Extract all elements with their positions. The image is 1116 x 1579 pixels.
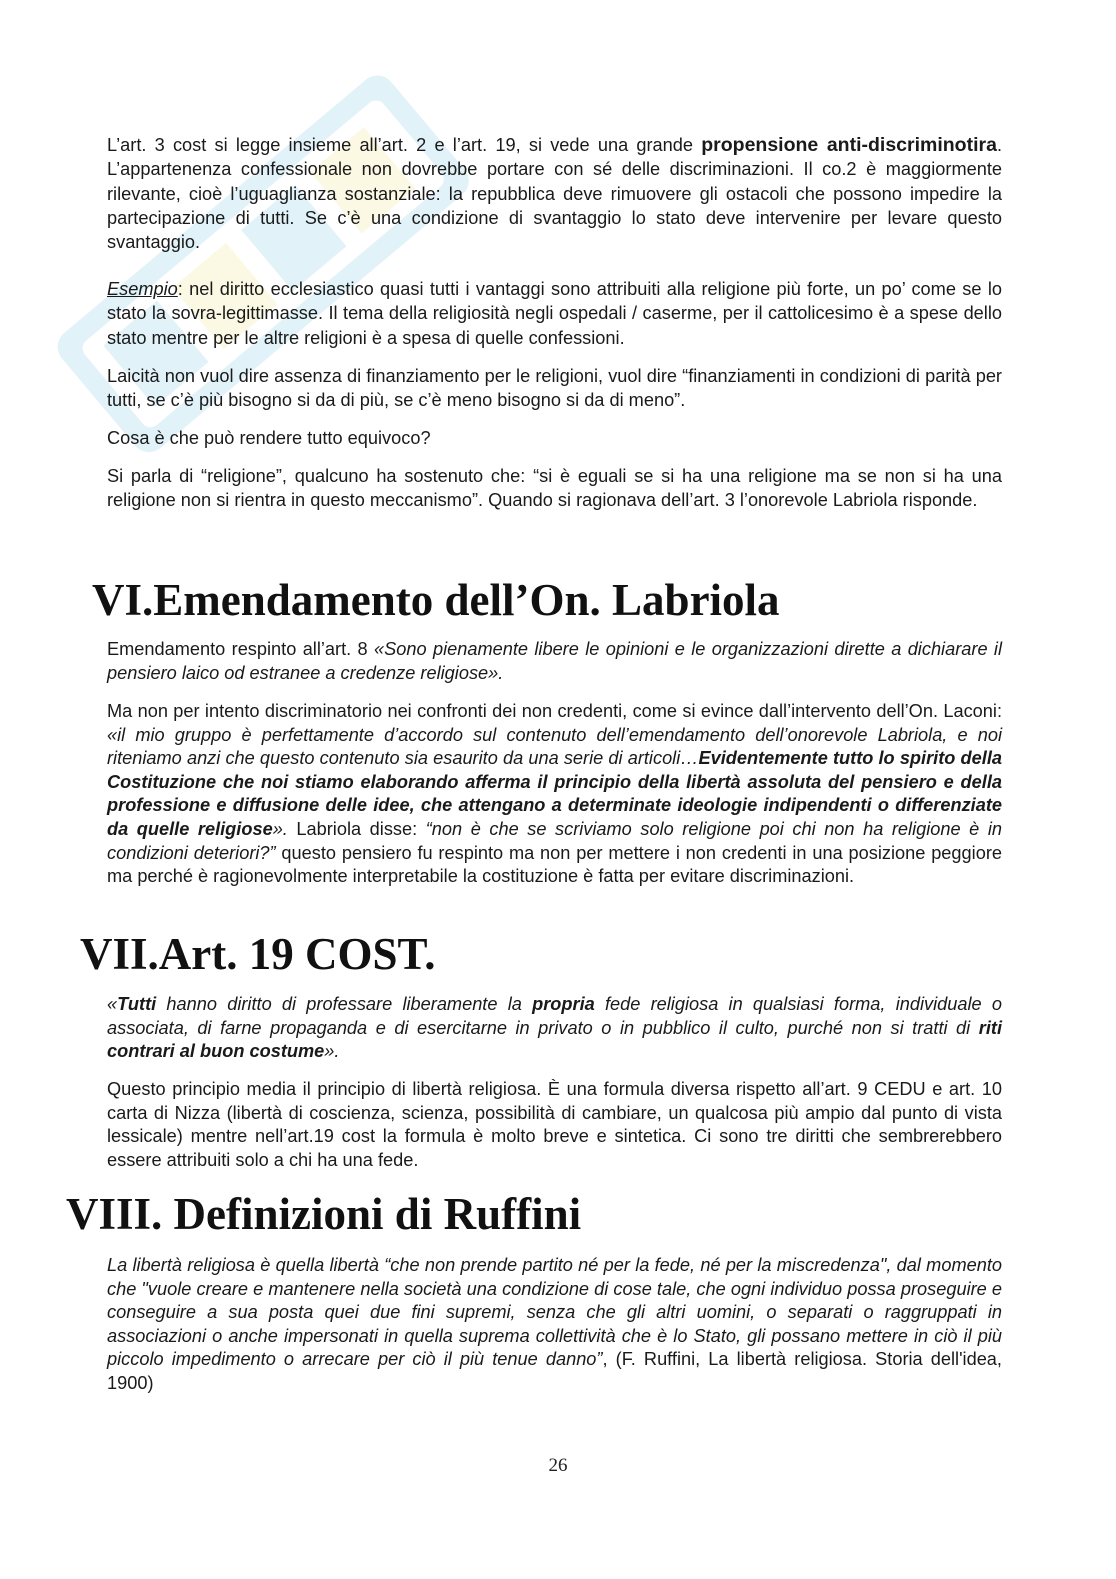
paragraph-emendamento (107, 638, 1002, 685)
section-heading-vi (92, 574, 780, 626)
bold-phrase: propensione anti-discriminotira (701, 134, 997, 156)
section-number: VII. (80, 929, 159, 979)
example-label: Esempio (107, 279, 178, 299)
paragraph-art3 (107, 133, 1002, 254)
paragraph-laicita: Laicità non vuol dire assenza di finanziamento per le religioni, vuol dire “finanziamenti in condizioni di parità per tutti, se c’è più bisogno si da di più, se c’è meno bisogno si da di meno”. (107, 366, 1002, 411)
section-title: Emendamento dell’On. Labriola (153, 575, 780, 625)
paragraph-laconi (107, 700, 1002, 889)
paragraph-religione: Si parla di “religione”, qualcuno ha sostenuto che: “si è eguali se si ha una religione ma se non si ha una religione non si rientra in questo meccanismo”. Quando si ragionava dell’art. 3 l’onorevole Labriola risponde. (107, 466, 1002, 511)
bold-quote: propria (532, 994, 595, 1014)
bold-quote: riti contrari al buon costume (107, 1017, 1002, 1062)
section-number: VIII. (66, 1189, 163, 1239)
quote: « (107, 994, 118, 1014)
text: L’art. 3 cost si legge insieme all’art. 2 e l’art. 19, si vede una grande (107, 135, 694, 155)
quote: fede religiosa in qualsiasi forma, individuale o associata, di farne propaganda e di esercitarne in privato o in pubblico il culto, purché non si tratti di (107, 994, 1002, 1038)
paragraph-art19-quote (107, 993, 1002, 1064)
text: : nel diritto ecclesiastico quasi tutti i vantaggi sono attribuiti alla religione più forte, un po’ come se lo stato la sovra-legittimasse. Il tema della religiosità negli ospedali / caserme, per il cattolicesimo è a spese dello stato mentre per le altre religioni è a spesa di quelle confessioni. (107, 279, 1002, 348)
section-title: Art. 19 COST. (158, 929, 436, 979)
quote: «il mio gruppo è perfettamente d’accordo sul contenuto dell’emendamento dell’onorevole Labriola, e noi riteniamo anzi che questo contenuto sia esaurito da una serie di articoli… (107, 724, 1002, 769)
page-number: 26 (548, 1455, 568, 1476)
quote: ». (324, 1041, 340, 1062)
quote: ». (272, 818, 288, 839)
citation: , (F. Ruffini, La libertà religiosa. Storia dell'idea, 1900) (107, 1349, 1002, 1393)
quote: “non è che se scriviamo solo religione poi chi non ha religione è in condizioni deteriori?” (107, 818, 1002, 863)
text: Labriola disse: (287, 818, 426, 839)
paragraph-principio: Questo principio media il principio di libertà religiosa. È una formula diversa rispetto all’art. 9 CEDU e art. 10 carta di Nizza (libertà di coscienza, scienza, possibilità di cambiare, un qualcosa più ampio dal punto di vista lessicale) mentre nell’art.19 cost la formula è molto breve e sintetica. Ci sono tre diritti che sembrerebbero essere attribuiti solo a chi ha una fede. (107, 1079, 1002, 1170)
paragraph-question: Cosa è che può rendere tutto equivoco? (107, 428, 431, 448)
section-heading-viii (66, 1188, 581, 1240)
bold-quote: Evidentemente tutto lo spirito della Costituzione che noi stiamo elaborando afferma il principio della libertà assoluta del pensiero e della professione e diffusione delle idee, che attengano a determinate ideologie indipendenti o differenziate da quelle religiose (107, 748, 1002, 839)
paragraph-esempio (107, 277, 1002, 350)
section-title: Definizioni di Ruffini (162, 1189, 582, 1239)
section-heading-vii (80, 928, 435, 980)
text: Ma non per intento discriminatorio nei confronti dei non credenti, come si evince dall’intervento dell’On. Laconi: (107, 701, 1002, 721)
section-number: VI. (92, 575, 154, 625)
text: Emendamento respinto all’art. 8 (107, 639, 375, 659)
text: questo pensiero fu respinto ma non per mettere i non credenti in una posizione peggiore ma perché è ragionevolmente interpretabile la costituzione è fatta per evitare discriminazioni. (107, 842, 1002, 887)
text: . L’appartenenza confessionale non dovrebbe portare con sé delle discriminazioni. Il co.2 è maggiormente rilevante, cioè l’uguaglianza sostanziale: la repubblica deve rimuovere gli ostacoli che possono impedire la partecipazione di tutti. Se c’è una condizione di svantaggio lo stato deve intervenire per levare questo svantaggio. (107, 135, 1003, 253)
quote: hanno diritto di professare liberamente la (156, 994, 533, 1014)
quote: «Sono pienamente libere le opinioni e le organizzazioni dirette a dichiarare il pensiero laico od estranee a credenze religiose». (107, 639, 1002, 683)
quote: La libertà religiosa è quella libertà “che non prende partito né per la fede, né per la miscredenza", dal momento che "vuole creare e mantenere nella società una condizione di cose tale, che ogni individuo possa proseguire e conseguire a sua posta quei due fini supremi, senza che gli altri uomini, o separati o raggruppati in associazioni o anche impersonati in quella suprema collettività che è lo Stato, gli possano mettere in ciò il più piccolo impedimento o arrecare per ciò il più tenue danno” (107, 1255, 1002, 1370)
bold-quote: Tutti (117, 994, 157, 1014)
paragraph-ruffini (107, 1254, 1002, 1396)
